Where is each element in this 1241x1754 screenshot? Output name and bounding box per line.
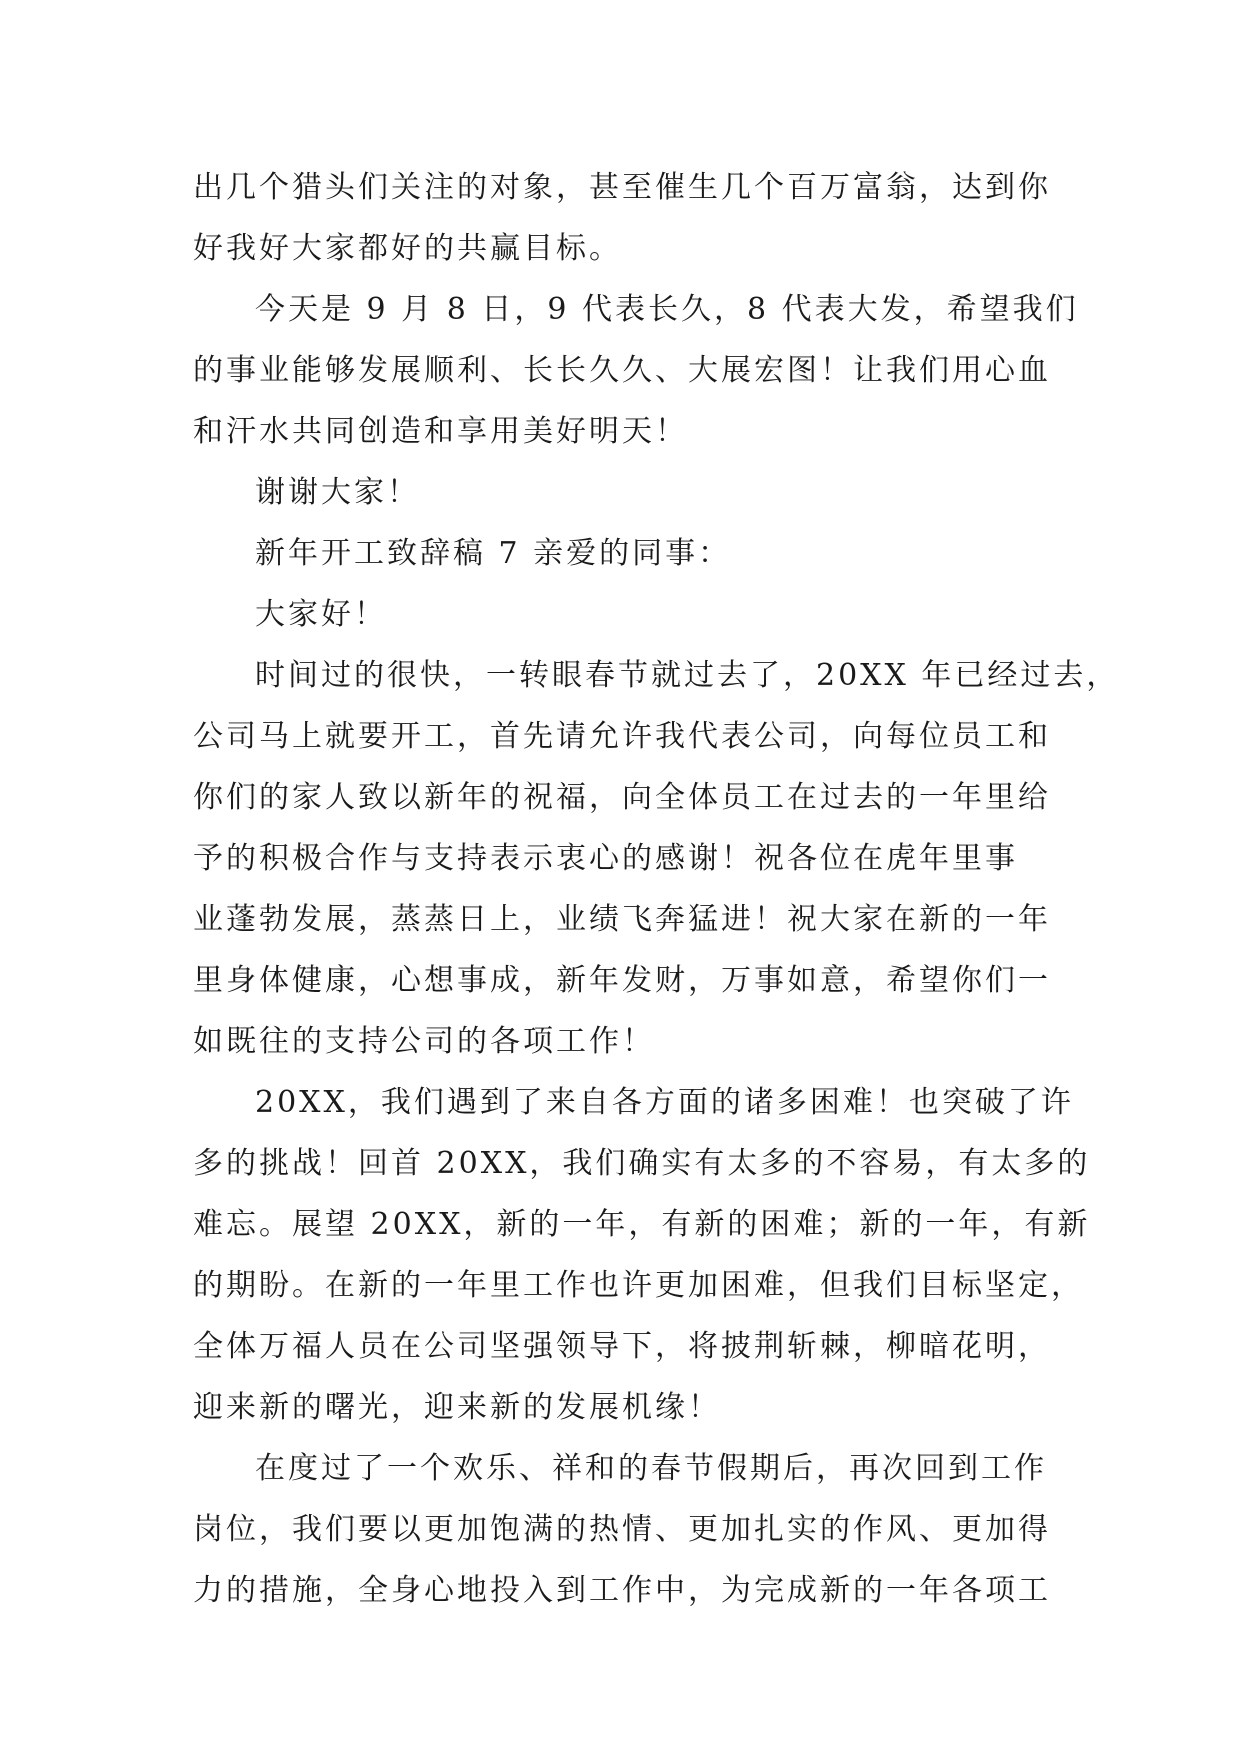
text-line: 全体万福人员在公司坚强领导下，将披荆斩棘，柳暗花明， xyxy=(193,1329,1051,1364)
text-line: 20XX，我们遇到了来自各方面的诸多困难！也突破了许 xyxy=(255,1085,1074,1120)
text-line: 时间过的很快，一转眼春节就过去了，20XX 年已经过去， xyxy=(255,658,1120,693)
text-line: 业蓬勃发展，蒸蒸日上，业绩飞奔猛进！祝大家在新的一年 xyxy=(193,902,1051,937)
text-line: 大家好！ xyxy=(255,597,387,632)
text-line: 好我好大家都好的共赢目标。 xyxy=(193,231,622,266)
text-line: 迎来新的曙光，迎来新的发展机缘！ xyxy=(193,1390,721,1425)
text-line: 你们的家人致以新年的祝福，向全体员工在过去的一年里给 xyxy=(193,780,1051,815)
text-line: 和汗水共同创造和享用美好明天！ xyxy=(193,414,688,449)
text-line: 里身体健康，心想事成，新年发财，万事如意，希望你们一 xyxy=(193,963,1051,998)
text-line: 的事业能够发展顺利、长长久久、大展宏图！让我们用心血 xyxy=(193,353,1051,388)
text-line: 谢谢大家！ xyxy=(255,475,420,510)
text-line: 在度过了一个欢乐、祥和的春节假期后，再次回到工作 xyxy=(255,1451,1047,1486)
text-line: 难忘。展望 20XX，新的一年，有新的困难；新的一年，有新 xyxy=(193,1207,1091,1242)
text-line: 岗位，我们要以更加饱满的热情、更加扎实的作风、更加得 xyxy=(193,1512,1051,1547)
text-line: 多的挑战！回首 20XX，我们确实有太多的不容易，有太多的 xyxy=(193,1146,1091,1181)
text-line: 公司马上就要开工，首先请允许我代表公司，向每位员工和 xyxy=(193,719,1051,754)
text-line: 新年开工致辞稿 7 亲爱的同事： xyxy=(255,536,732,571)
text-line: 如既往的支持公司的各项工作！ xyxy=(193,1024,655,1059)
text-line: 力的措施，全身心地投入到工作中，为完成新的一年各项工 xyxy=(193,1573,1051,1608)
text-line: 予的积极合作与支持表示衷心的感谢！祝各位在虎年里事 xyxy=(193,841,1018,876)
text-line: 今天是 9 月 8 日，9 代表长久，8 代表大发，希望我们 xyxy=(255,292,1079,327)
text-line: 的期盼。在新的一年里工作也许更加困难，但我们目标坚定， xyxy=(193,1268,1084,1303)
text-line: 出几个猎头们关注的对象，甚至催生几个百万富翁，达到你 xyxy=(193,170,1051,205)
document-body xyxy=(193,157,1120,1621)
